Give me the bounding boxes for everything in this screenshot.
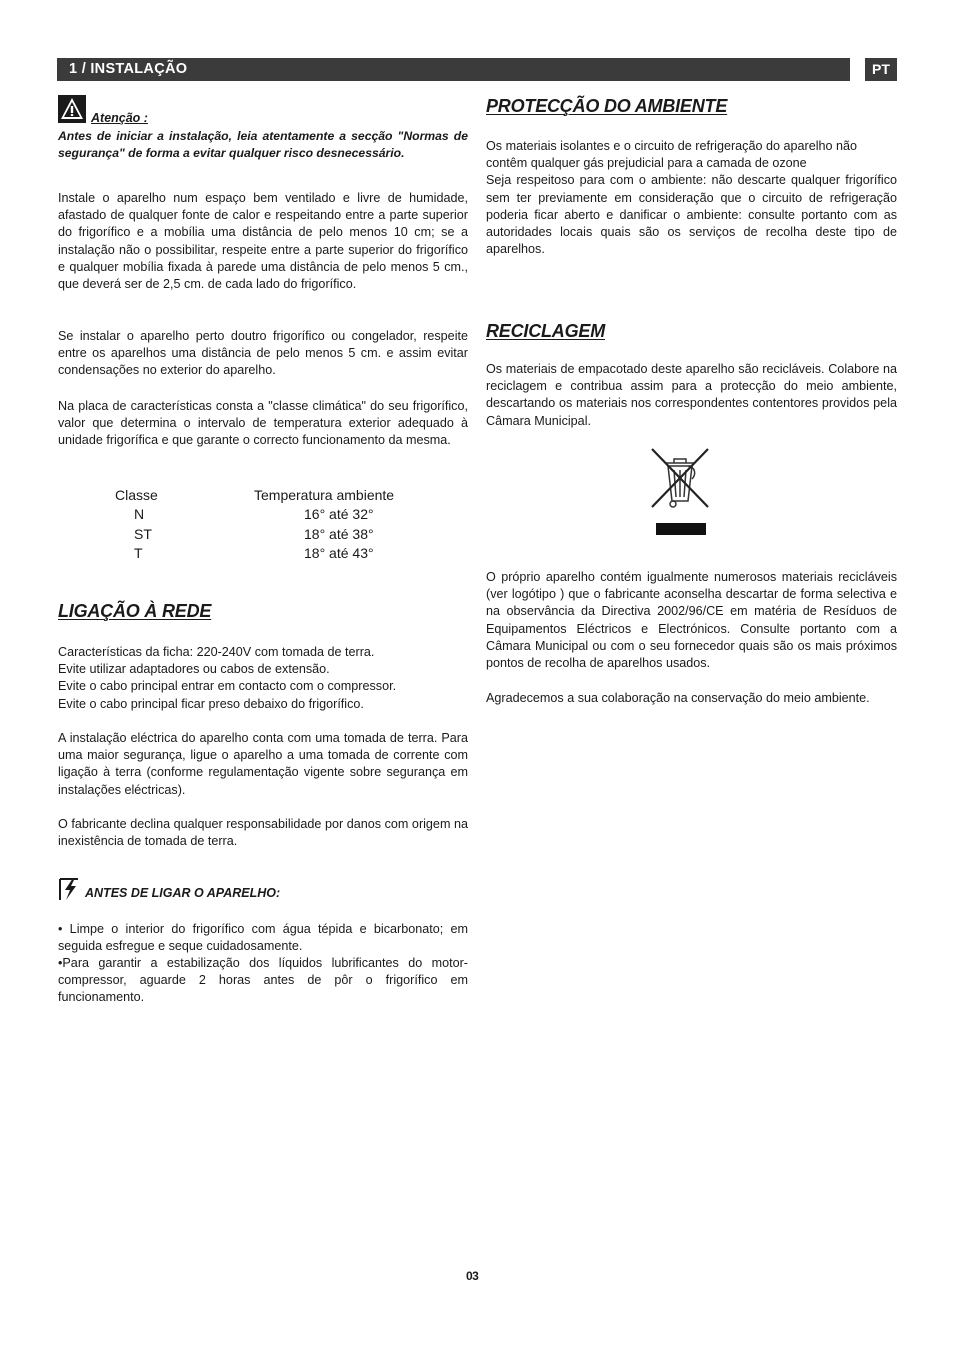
table-header-row [100,485,394,505]
section-heading-reciclagem: RECICLAGEM [486,321,605,341]
col-header-temperatura: Temperatura ambiente [254,486,395,503]
cell-classe: T [134,545,143,562]
table-row [100,544,394,564]
table-row [100,505,394,525]
install-paragraph-1: Instale o aparelho num espaço bem ventilado e livre de humidade, afastado de qualquer fonte de calor e respeitando entre a parte superior do frigorífico e a mobília uma distância de pelo menos 10 cm; se a instalação não o possibilitar, respeite entre a parte superior do frigorífico e qualquer mobília fixada à parede uma distância de pelo menos 5 cm., que deverá ser de 2,5 cm. de cada lado do frigorífico. [58,191,468,292]
rede-paragraph-1: A instalação eléctrica do aparelho conta com uma tomada de terra. Para uma maior segurança, ligue o aparelho a uma tomada de corrente com ligação à terra (conforme regulamentação vigente sobre segurança em instalações eléctricas). [58,731,468,797]
rede-line: Evite o cabo principal entrar em contacto com o compressor. [58,679,397,694]
language-badge: PT [865,58,897,81]
ambiente-line-1: Os materiais isolantes e o circuito de refrigeração do aparelho não contêm qualquer gás prejudicial para a camada de ozone [486,139,858,171]
antes-ligar-title: ANTES DE LIGAR O APARELHO: [85,886,281,900]
rede-line: Características da ficha: 220-240V com tomada de terra. [58,645,375,659]
install-paragraph-2: Se instalar o aparelho perto doutro frigorífico ou congelador, respeite entre os aparelhos uma distância de pelo menos 5 cm. e assim evitar condensações no exterior do aparelho. [58,329,468,378]
table-row [100,524,394,544]
col-header-classe: Classe [115,486,158,503]
install-paragraph-3: Na placa de características consta a "classe climática" do seu frigorífico, valor que determina o intervalo de temperatura exterior adequado à unidade frigorífica e que garante o correcto funcionamento da mesma. [58,399,468,448]
rede-line: Evite utilizar adaptadores ou cabos de extensão. [58,662,330,677]
section-title: 1 / INSTALAÇÃO [69,61,188,77]
antes-item-2: •Para garantir a estabilização dos líquidos lubrificantes do motor-compressor, aguarde 2 horas antes de pôr o frigorífico em funcionamento. [58,956,468,1005]
rede-lines [58,644,478,713]
cell-temp: 18° até 43° [304,545,374,562]
cell-temp: 16° até 32° [304,506,374,523]
warning-icon [58,95,86,123]
cell-temp: 18° até 38° [304,525,374,542]
antes-item-1: • Limpe o interior do frigorífico com água tépida e bicarbonato; em seguida esfregue e seque cuidadosamente. [58,922,468,954]
cell-classe: ST [134,525,152,542]
warning-text: Antes de iniciar a instalação, leia atentamente a secção "Normas de segurança" de forma a evitar qualquer risco desnecessário. [58,129,468,161]
reciclagem-more-1: O próprio aparelho contém igualmente numerosos materiais recicláveis (ver logótipo ) que o fabricante aconselha descartar de forma selectiva e na observância da Directiva 2002/96/CE em matéria de Resíduos de Equipamentos Eléctricos e Electrónicos. Consulte portanto com a Câmara Municipal ou com o seu fornecedor quais são os mais próximos pontos de recolha de aparelhos usados. [486,570,897,671]
reciclagem-more-2: Agradecemos a sua colaboração na conservação do meio ambiente. [486,691,870,705]
weee-crossed-bin-icon [648,445,712,540]
ambiente-text [486,138,897,258]
reciclagem-paragraph: Os materiais de empacotado deste aparelho são recicláveis. Colabore na reciclagem e contribua assim para a protecção do meio ambiente, descartando os materiais nos correspondentes contentores providos pela Câmara Municipal. [486,362,897,428]
climate-class-table [100,485,394,563]
page-number: 03 [466,1269,479,1283]
rede-line: Evite o cabo principal ficar preso debaixo do frigorífico. [58,696,364,711]
rede-paragraph-2: O fabricante declina qualquer responsabilidade por danos com origem na inexistência de tomada de terra. [58,817,468,849]
warning-title: Atenção : [91,111,148,125]
ambiente-line-2: Seja respeitoso para com o ambiente: não descarte qualquer frigorífico sem ter previamente em consideração que o circuito de refrigeração poderia ficar aberto e danificar o ambiente: consulte portanto com as autoridades locais quais são os serviços de recolha deste tipo de aparelhos. [486,173,897,257]
section-heading-ligacao: LIGAÇÃO À REDE [58,601,212,621]
lightning-bolt-icon [58,876,80,901]
section-heading-ambiente: PROTECÇÃO DO AMBIENTE [486,96,728,116]
section-header-bar [57,58,850,81]
cell-classe: N [134,506,145,523]
